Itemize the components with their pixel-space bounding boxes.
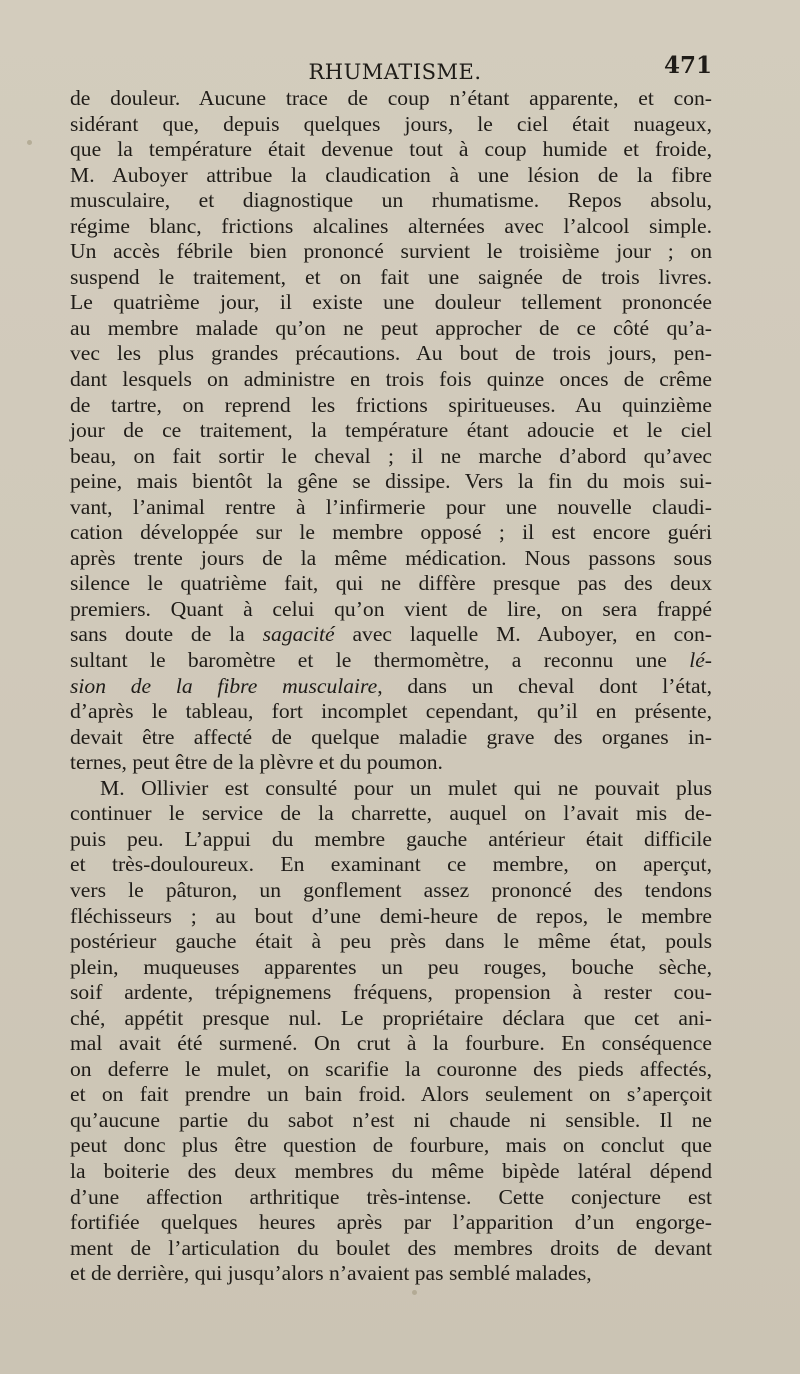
text-line [70, 188, 712, 214]
text-run: sans doute de la [70, 622, 263, 647]
text-run: qu’aucune partie du sabot n’est ni chaude ni sensible. Il ne [70, 1107, 712, 1132]
text-line [70, 980, 712, 1006]
text-line [70, 367, 712, 393]
text-line [70, 750, 712, 776]
text-line [70, 1261, 712, 1287]
text-run: ché, appétit presque nul. Le propriétaire déclara que cet ani- [70, 1005, 712, 1030]
text-line [70, 239, 712, 265]
text-run: , dans un cheval dont l’état, [377, 673, 712, 698]
text-line [70, 290, 712, 316]
text-run: sidérant que, depuis quelques jours, le ciel était nuageux, [70, 111, 712, 136]
text-run: au membre malade qu’on ne peut approcher de ce côté qu’a- [70, 315, 712, 340]
text-line [70, 699, 712, 725]
paper-blemish [27, 140, 32, 145]
running-title: RHUMATISME. [308, 60, 482, 84]
text-run: on deferre le mulet, on scarifie la couronne des pieds affectés, [70, 1056, 712, 1081]
text-line [70, 112, 712, 138]
text-line [70, 674, 712, 700]
text-line [70, 1031, 712, 1057]
text-line [70, 776, 712, 802]
text-line [70, 265, 712, 291]
text-line [70, 214, 712, 240]
text-run: vec les plus grandes précautions. Au bout de trois jours, pen- [70, 341, 712, 366]
text-run: sultant le baromètre et le thermomètre, a reconnu une [70, 648, 690, 673]
text-run: et de derrière, qui jusqu’alors n’avaient pas semblé malades, [70, 1261, 592, 1286]
body-text [70, 86, 712, 1287]
text-line [70, 1108, 712, 1134]
text-run: que la température était devenue tout à coup humide et froide, [70, 137, 712, 162]
text-line [70, 444, 712, 470]
text-line [70, 597, 712, 623]
text-run: peine, mais bientôt la gêne se dissipe. Vers la fin du mois sui- [70, 469, 712, 494]
text-line [70, 725, 712, 751]
text-run: M. Auboyer attribue la claudication à une lésion de la fibre [70, 162, 712, 187]
text-run: de douleur. Aucune trace de coup n’étant apparente, et con- [70, 86, 712, 110]
text-line [70, 341, 712, 367]
text-run: Le quatrième jour, il existe une douleur tellement prononcée [70, 290, 712, 315]
text-line [70, 1082, 712, 1108]
text-run: vant, l’animal rentre à l’infirmerie pour une nouvelle claudi- [70, 494, 712, 519]
text-run: devait être affecté de quelque maladie grave des organes in- [70, 724, 712, 749]
running-head [70, 52, 720, 88]
text-run: beau, on fait sortir le cheval ; il ne marche d’abord qu’avec [70, 443, 712, 468]
text-line [70, 904, 712, 930]
text-run: fléchisseurs ; au bout d’une demi-heure de repos, le membre [70, 903, 712, 928]
paper-blemish [412, 1290, 417, 1295]
text-run: régime blanc, frictions alcalines alternées avec l’alcool simple. [70, 213, 712, 238]
page-number: 471 [663, 52, 712, 79]
text-run: et on fait prendre un bain froid. Alors seulement on s’aperçoit [70, 1082, 712, 1107]
text-line [70, 520, 712, 546]
text-line [70, 546, 712, 572]
text-line [70, 393, 712, 419]
text-run: M. Ollivier est consulté pour un mulet qui ne pouvait plus [100, 775, 712, 800]
text-line [70, 469, 712, 495]
text-run: postérieur gauche était à peu près dans le même état, pouls [70, 929, 712, 954]
text-line [70, 852, 712, 878]
text-line [70, 929, 712, 955]
text-run: ternes, peut être de la plèvre et du poumon. [70, 750, 443, 775]
text-line [70, 137, 712, 163]
text-line [70, 955, 712, 981]
text-run: jour de ce traitement, la température étant adoucie et le ciel [70, 418, 712, 443]
text-line [70, 316, 712, 342]
text-line [70, 163, 712, 189]
text-run: cation développée sur le membre opposé ; il est encore guéri [70, 520, 712, 545]
text-run: dant lesquels on administre en trois fois quinze onces de crême [70, 367, 712, 392]
text-run: vers le pâturon, un gonflement assez prononcé des tendons [70, 877, 712, 902]
text-run: suspend le traitement, et on fait une saignée de trois livres. [70, 264, 712, 289]
italic-phrase: sagacité [262, 622, 335, 647]
text-line [70, 648, 712, 674]
text-run: mal avait été surmené. On crut à la fourbure. En conséquence [70, 1031, 712, 1056]
paragraph [70, 776, 712, 1287]
text-line [70, 1185, 712, 1211]
text-run: premiers. Quant à celui qu’on vient de lire, on sera frappé [70, 596, 712, 621]
text-run: musculaire, et diagnostique un rhumatisme. Repos absolu, [70, 188, 712, 213]
text-line [70, 418, 712, 444]
text-line [70, 1133, 712, 1159]
text-run: puis peu. L’appui du membre gauche antérieur était difficile [70, 826, 712, 851]
text-run: d’une affection arthritique très-intense. Cette conjecture est [70, 1184, 712, 1209]
text-line [70, 86, 712, 112]
text-line [70, 1006, 712, 1032]
text-line [70, 1057, 712, 1083]
paragraph [70, 86, 712, 776]
text-run: ment de l’articulation du boulet des membres droits de devant [70, 1235, 712, 1260]
italic-phrase: lé- [689, 648, 712, 673]
text-line [70, 1210, 712, 1236]
text-run: et très-douloureux. En examinant ce membre, on aperçut, [70, 852, 712, 877]
italic-phrase: sion de la fibre musculaire [70, 673, 378, 698]
text-run: de tartre, on reprend les frictions spiritueuses. Au quinzième [70, 392, 712, 417]
text-line [70, 801, 712, 827]
text-line [70, 622, 712, 648]
text-run: continuer le service de la charrette, auquel on l’avait mis de- [70, 801, 712, 826]
text-run: d’après le tableau, fort incomplet cependant, qu’il en présente, [70, 699, 712, 724]
text-line [70, 827, 712, 853]
text-line [70, 495, 712, 521]
text-run: avec laquelle M. Auboyer, en con- [334, 622, 712, 647]
text-run: silence le quatrième fait, qui ne diffère presque pas des deux [70, 571, 712, 596]
text-line [70, 571, 712, 597]
text-run: fortifiée quelques heures après par l’apparition d’un engorge- [70, 1210, 712, 1235]
text-run: après trente jours de la même médication. Nous passons sous [70, 545, 712, 570]
text-line [70, 878, 712, 904]
text-run: plein, muqueuses apparentes un peu rouges, bouche sèche, [70, 954, 712, 979]
text-run: soif ardente, trépignemens fréquens, propension à rester cou- [70, 980, 712, 1005]
text-line [70, 1236, 712, 1262]
text-run: Un accès fébrile bien prononcé survient le troisième jour ; on [70, 239, 712, 264]
text-line [70, 1159, 712, 1185]
text-run: la boiterie des deux membres du même bipède latéral dépend [70, 1158, 712, 1183]
text-run: peut donc plus être question de fourbure, mais on conclut que [70, 1133, 712, 1158]
